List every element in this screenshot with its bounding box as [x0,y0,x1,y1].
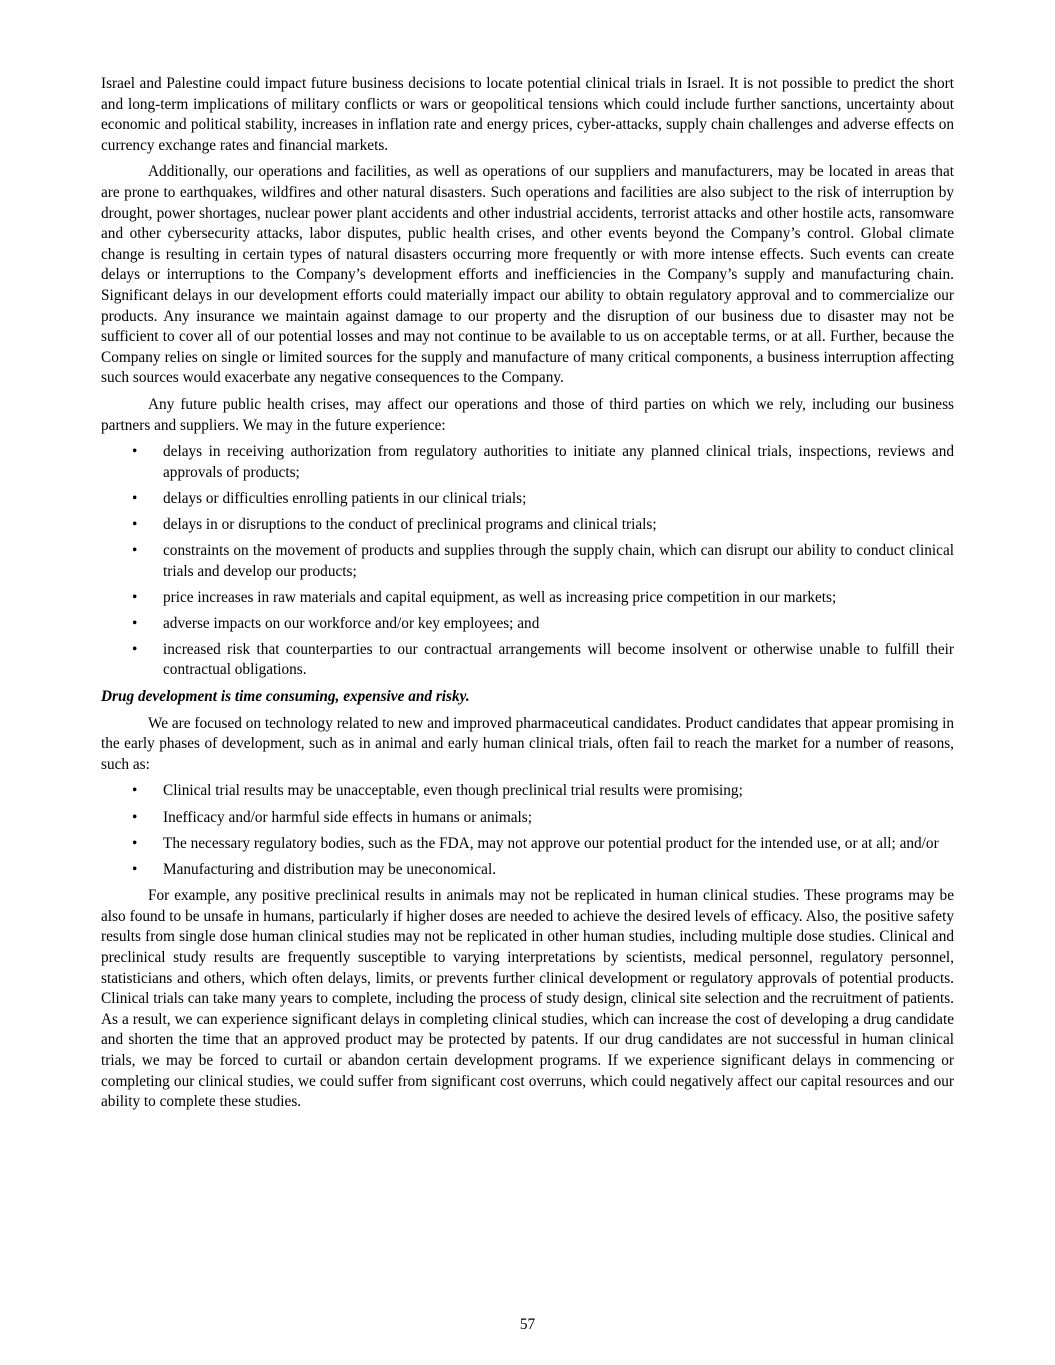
bullet-icon: • [132,782,138,800]
paragraph: We are focused on technology related to new and improved pharmaceutical candidates. Product candidates that appear promising in the early phases of development, such as in animal and early human clinical trials, often fail to reach the market for a number of reasons, such as: [101,714,954,773]
bullet-icon: • [132,515,138,533]
section-heading: Drug development is time consuming, expensive and risky. [101,688,470,706]
bullet-icon: • [132,834,138,852]
bullet-icon: • [132,808,138,826]
list-item-text: constraints on the movement of products and supplies through the supply chain, which can disrupt our ability to conduct clinical trials and develop our products; [163,541,954,580]
list-item-text: adverse impacts on our workforce and/or key employees; and [163,614,540,632]
list-item [101,860,954,881]
list-item-text: delays in receiving authorization from regulatory authorities to initiate any planned clinical trials, inspections, reviews and approvals of products; [163,443,954,481]
paragraph: Any future public health crises, may affect our operations and those of third parties on which we rely, including our business partners and suppliers. We may in the future experience: [101,395,954,434]
paragraph: Additionally, our operations and facilities, as well as operations of our suppliers and manufacturers, may be located in areas that are prone to earthquakes, wildfires and other natural disasters. Such operations and facilities are also subject to the risk of interruption by drought, power shortages, nuclear power plant accidents and other industrial accidents, terrorist attacks and other hostile acts, ransomware and other cybersecurity attacks, labor disputes, public health crises, and other events beyond the Company’s control. Global climate change is resulting in certain types of natural disasters occurring more frequently or with more intense effects. Such events can create delays or interruptions to the Company’s development efforts and inefficiencies in the Company’s supply and manufacturing chain. Significant delays in our development efforts could materially impact our ability to obtain regulatory approval and to commercialize our products. Any insurance we maintain against damage to our property and the disruption of our business due to disaster may not be sufficient to cover all of our potential losses and may not continue to be available to us on acceptable terms, or at all. Further, because the Company relies on single or limited sources for the supply and manufacture of many critical components, a business interruption affecting such sources would exacerbate any negative consequences to the Company. [101,163,954,387]
list-item-text: Inefficacy and/or harmful side effects in humans or animals; [163,808,532,826]
paragraph: For example, any positive preclinical results in animals may not be replicated in human clinical studies. These programs may be also found to be unsafe in humans, particularly if higher doses are needed to achieve the desired levels of efficacy. Also, the positive safety results from single dose human clinical studies may not be replicated in other human studies, including multiple dose studies. Clinical and preclinical study results are frequently susceptible to varying interpretations by scientists, medical personnel, regulatory personnel, statisticians and others, which often delays, limits, or prevents further clinical development or regulatory approvals of potential products. Clinical trials can take many years to complete, including the process of study design, clinical site selection and the recruitment of patients. As a result, we can experience significant delays in completing clinical studies, which can increase the cost of developing a drug candidate and shorten the time that an approved product may be protected by patents. If our drug candidates are not successful in human clinical trials, we may be forced to curtail or abandon certain development programs. If we experience significant delays in commencing or completing our clinical studies, we could suffer from significant cost overruns, which could negatively affect our capital resources and our ability to complete these studies. [101,887,954,1111]
bullet-list-experiences [101,442,954,681]
bullet-icon: • [132,443,138,461]
list-item [101,640,954,681]
list-item-text: Clinical trial results may be unacceptable, even though preclinical trial results were promising; [163,782,743,800]
list-item-text: price increases in raw materials and capital equipment, as well as increasing price competition in our markets; [163,588,837,606]
paragraph: Israel and Palestine could impact future business decisions to locate potential clinical trials in Israel. It is not possible to predict the short and long-term implications of military conflicts or wars or geopolitical tensions which could include further sanctions, uncertainty about economic and political stability, increases in inflation rate and energy prices, cyber-attacks, supply chain challenges and adverse effects on currency exchange rates and financial markets. [101,75,954,154]
list-item [101,515,954,536]
bullet-list-failure-reasons [101,781,954,880]
list-item [101,541,954,582]
list-item-text: increased risk that counterparties to our contractual arrangements will become insolvent or otherwise unable to fulfill their contractual obligations. [163,640,954,679]
list-item [101,834,954,855]
list-item-text: The necessary regulatory bodies, such as the FDA, may not approve our potential product for the intended use, or at all; and/or [163,834,939,852]
list-item [101,489,954,510]
bullet-icon: • [132,541,138,559]
list-item-text: delays in or disruptions to the conduct of preclinical programs and clinical trials; [163,515,657,533]
bullet-icon: • [132,489,138,507]
document-body [101,74,954,1119]
list-item [101,614,954,635]
bullet-icon: • [132,614,138,632]
page-number: 57 [519,1316,536,1333]
list-item [101,781,954,802]
bullet-icon: • [132,640,138,658]
list-item [101,442,954,483]
list-item [101,588,954,609]
bullet-icon: • [132,588,138,606]
list-item-text: Manufacturing and distribution may be uneconomical. [163,860,497,878]
list-item-text: delays or difficulties enrolling patients in our clinical trials; [163,489,527,507]
bullet-icon: • [132,860,138,878]
list-item [101,808,954,829]
